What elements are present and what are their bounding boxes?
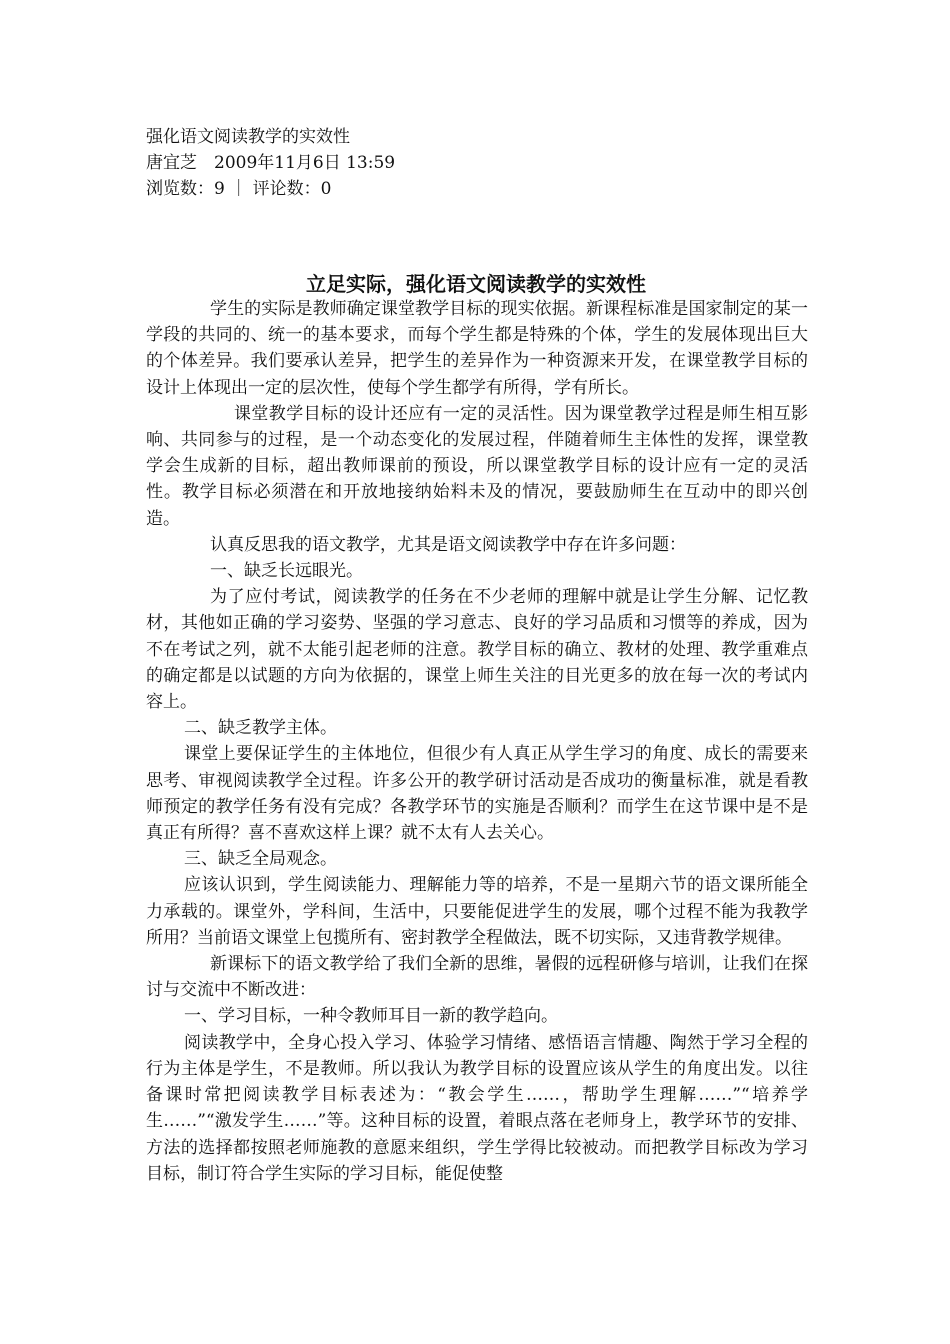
section-heading: 一、学习目标，一种令教师耳目一新的教学趋向。: [184, 1006, 558, 1027]
section-heading: 三、缺乏全局观念。: [184, 849, 337, 870]
paragraph: 认真反思我的语文教学，尤其是语文阅读教学中存在许多问题：: [210, 534, 686, 555]
paragraph: 新课标下的语文教学给了我们全新的思维，暑假的远程研修与培训，让我们在探讨与交流中不断改进：: [146, 954, 808, 1001]
post-author-date: 唐宜芝 2009年11月6日 13:59: [146, 153, 396, 173]
paragraph: 为了应付考试，阅读教学的任务在不少老师的理解中就是让学生分解、记忆教材，其他如正确的学习姿势、坚强的学习意志、良好的学习品质和习惯等的养成，因为不在考试之列，就不太能引起老师的注意。教学目标的确立、教材的处理、教学重难点的确定都是以试题的方向为依据的，课堂上师生关注的目光更多的放在每一次的考试内容上。: [146, 587, 808, 713]
paragraph: 课堂上要保证学生的主体地位，但很少有人真正从学生学习的角度、成长的需要来思考、审视阅读教学全过程。许多公开的教学研讨活动是否成功的衡量标准，就是看教师预定的教学任务有没有完成？各教学环节的实施是否顺利？而学生在这节课中是不是真正有所得？喜不喜欢这样上课？就不太有人去关心。: [146, 744, 808, 844]
post-header-title: 强化语文阅读教学的实效性: [146, 127, 350, 147]
paragraph: 学生的实际是教师确定课堂教学目标的现实依据。新课程标准是国家制定的某一学段的共同的、统一的基本要求，而每个学生都是特殊的个体，学生的发展体现出巨大的个体差异。我们要承认差异，把学生的差异作为一种资源来开发，在课堂教学目标的设计上体现出一定的层次性，使每个学生都学有所得，学有所长。: [146, 299, 808, 398]
section-heading: 一、缺乏长远眼光。: [210, 561, 363, 582]
paragraph: 阅读教学中，全身心投入学习、体验学习情绪、感悟语言情趣、陶然于学习全程的行为主体是学生，不是教师。所以我认为教学目标的设置应该从学生的角度出发。以往备课时常把阅读教学目标表述为：“教会学生……，帮助学生理解……”“培养学生……”“激发学生……”等。这种目标的设置，着眼点落在老师身上，教学环节的安排、方法的选择都按照老师施教的意愿来组织，学生学得比较被动。而把教学目标改为学习目标，制订符合学生实际的学习目标，能促使整: [146, 1032, 808, 1184]
post-stats: 浏览数：9 ｜ 评论数：0: [146, 179, 332, 199]
article-body: [146, 296, 808, 1187]
paragraph: 课堂教学目标的设计还应有一定的灵活性。因为课堂教学过程是师生相互影响、共同参与的过程，是一个动态变化的发展过程，伴随着师生主体性的发挥，课堂教学会生成新的目标，超出教师课前的预设，所以课堂教学目标的设计应有一定的灵活性。教学目标必须潜在和开放地接纳始料未及的情况，要鼓励师生在互动中的即兴创造。: [146, 403, 808, 529]
section-heading: 二、缺乏教学主体。: [184, 718, 337, 739]
paragraph: 应该认识到，学生阅读能力、理解能力等的培养，不是一星期六节的语文课所能全力承载的。课堂外，学科间，生活中，只要能促进学生的发展，哪个过程不能为我教学所用？当前语文课堂上包揽所有、密封教学全程做法，既不切实际，又违背教学规律。: [146, 875, 808, 948]
post-meta: [146, 124, 806, 202]
article-title: 立足实际，强化语文阅读教学的实效性: [306, 272, 646, 296]
